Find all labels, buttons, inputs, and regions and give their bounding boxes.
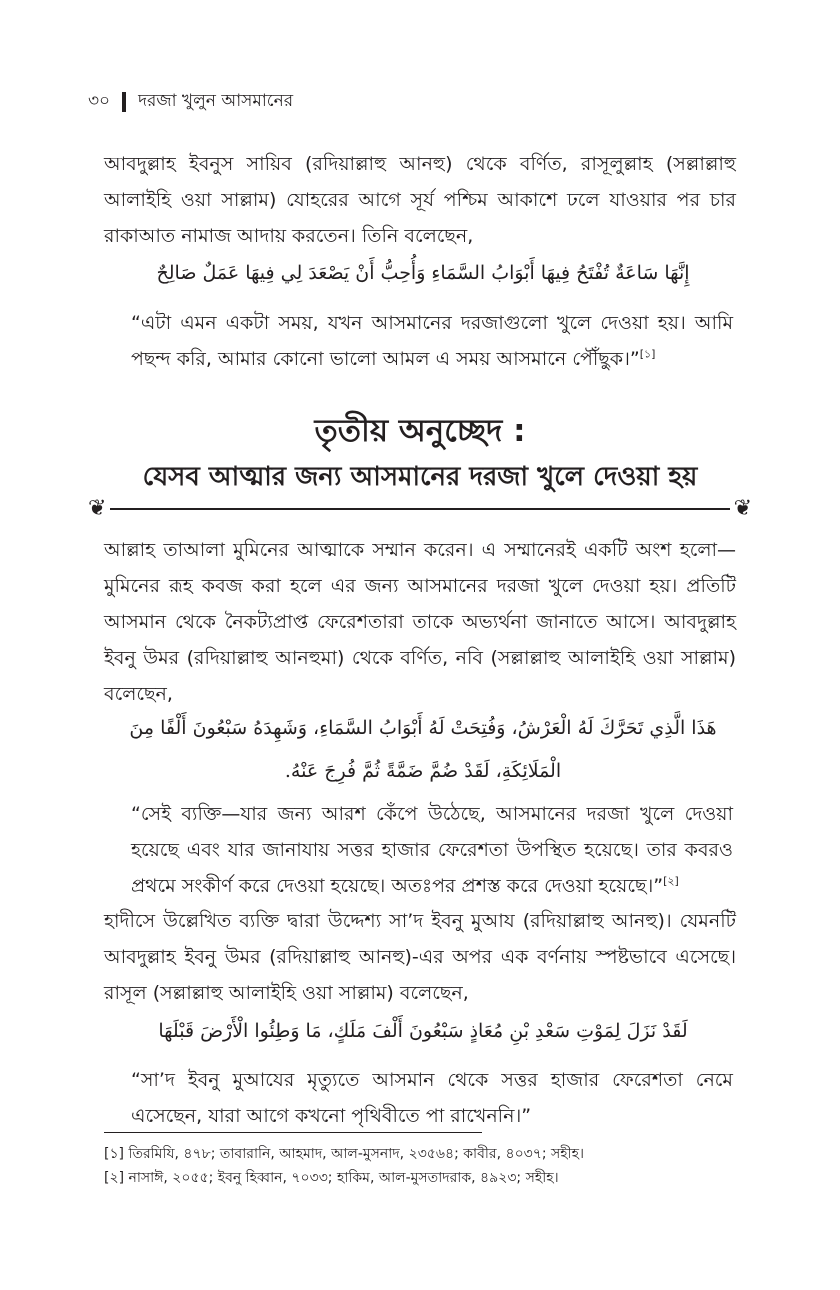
arabic-text-2-line-2: الْمَلَائِكَةِ، لَقَدْ ضُمَّ ضَمَّةً ثُمَّ فُرِجَ عَنْهُ. xyxy=(284,760,562,782)
paragraph-2: আল্লাহ তাআলা মুমিনের আত্মাকে সম্মান করেন। এ সম্মানেরই একটি অংশ হলো—মুমিনের রূহ কবজ করা হলে এর জন্য আসমানের দরজা খুলে দেওয়া হয়। প্রতিটি আসমান থেকে নৈকট্যপ্রাপ্ত ফেরেশতারা তাকে অভ্যর্থনা জানাতে আসে। আবদুল্লাহ ইবনু উমর (রদিয়াল্লাহু আনহুমা) থেকে বর্ণিত, নবি (সল্লাল্লাহু আলাইহি ওয়া সাল্লাম) বলেছেন, xyxy=(104,539,736,705)
footnote-2-marker: [২] xyxy=(104,1170,125,1186)
paragraph-1: আবদুল্লাহ ইবনুস সায়িব (রদিয়াল্লাহু আনহু) থেকে বর্ণিত, রাসূলুল্লাহ (সল্লাল্লাহু আলাইহি ওয়া সাল্লাম) যোহরের আগে সূর্য পশ্চিম আকাশে ঢলে যাওয়ার পর চার রাকাআত নামাজ আদায় করতেন। তিনি বলেছেন, xyxy=(104,153,736,247)
footnote-1 xyxy=(104,1142,744,1166)
footnote-1-text: তিরমিযি, ৪৭৮; তাবারানি, আহমাদ, আল-মুসনাদ, ২৩৫৬৪; কাবীর, ৪০৩৭; সহীহ। xyxy=(128,1146,585,1162)
page-number: ৩০ xyxy=(88,91,111,111)
quote-2-text: “সেই ব্যক্তি—যার জন্য আরশ কেঁপে উঠেছে, আসমানের দরজা খুলে দেওয়া হয়েছে এবং যার জানাযায় সত্তর হাজার ফেরেশতা উপস্থিত হয়েছে। তার কবরও প্রথমে সংকীর্ণ করে দেওয়া হয়েছে। অতঃপর প্রশস্ত করে দেওয়া হয়েছে।” xyxy=(131,803,733,897)
footnote-2 xyxy=(104,1166,744,1190)
ornament-left-icon: ❦ xyxy=(88,496,107,521)
quote-2 xyxy=(131,796,733,904)
arabic-text-3: لَقَدْ نَزَلَ لِمَوْتِ سَعْدِ بْنِ مُعَاذٍ سَبْعُونَ أَلْفَ مَلَكٍ، مَا وَطِئُوا الْأَرْضَ قَبْلَهَا xyxy=(158,1020,688,1042)
page-header xyxy=(88,88,293,116)
quote-3: “সা’দ ইবনু মুআযের মৃত্যুতে আসমান থেকে সত্তর হাজার ফেরেশতা নেমে এসেছেন, যারা আগে কখনো পৃথিবীতে পা রাখেননি।” xyxy=(131,1069,733,1127)
section-subtitle: যেসব আত্মার জন্য আসমানের দরজা খুলে দেওয়া হয় xyxy=(142,462,698,492)
arabic-text-2-line-1: هَذَا الَّذِي تَحَرَّكَ لَهُ الْعَرْشُ، وَفُتِحَتْ لَهُ أَبْوَابُ السَّمَاءِ، وَشَهِدَهُ سَبْعُونَ أَلْفًا مِنَ xyxy=(129,717,717,739)
divider-rule xyxy=(110,508,730,510)
book-title: দরজা খুলুন আসমানের xyxy=(138,91,294,111)
arabic-text-1: إِنَّهَا سَاعَةٌ تُفْتَحُ فِيهَا أَبْوَابُ السَّمَاءِ وَأُحِبُّ أَنْ يَصْعَدَ لِي فِيهَا عَمَلٌ صَالِحٌ xyxy=(156,262,690,284)
paragraph-3: হাদীসে উল্লেখিত ব্যক্তি দ্বারা উদ্দেশ্য সা’দ ইবনু মুআয (রদিয়াল্লাহু আনহু)। যেমনটি আবদুল্লাহ ইবনু উমর (রদিয়াল্লাহু আনহু)-এর অপর এক বর্ণনায় স্পষ্টভাবে এসেছে। রাসূল (সল্লাল্লাহু আলাইহি ওয়া সাল্লাম) বলেছেন, xyxy=(104,910,736,1004)
footnote-ref-1: [১] xyxy=(639,347,656,361)
footnote-ref-2: [২] xyxy=(663,874,679,888)
section-title: তৃতীয় অনুচ্ছেদ : xyxy=(314,413,526,449)
footnote-1-marker: [১] xyxy=(104,1146,125,1162)
quote-1-text: “এটা এমন একটা সময়, যখন আসমানের দরজাগুলো খুলে দেওয়া হয়। আমি পছন্দ করি, আমার কোনো ভালো আমল এ সময় আসমানে পৌঁছুক।” xyxy=(131,312,733,370)
footnote-separator xyxy=(104,1132,482,1133)
ornament-right-icon: ❦ xyxy=(733,496,752,521)
quote-1 xyxy=(131,305,733,377)
header-divider xyxy=(122,92,126,112)
footnote-2-text: নাসাঈ, ২০৫৫; ইবনু হিব্বান, ৭০৩৩; হাকিম, আল-মুসতাদরাক, ৪৯২৩; সহীহ। xyxy=(128,1170,559,1186)
ornamental-divider xyxy=(88,495,752,523)
